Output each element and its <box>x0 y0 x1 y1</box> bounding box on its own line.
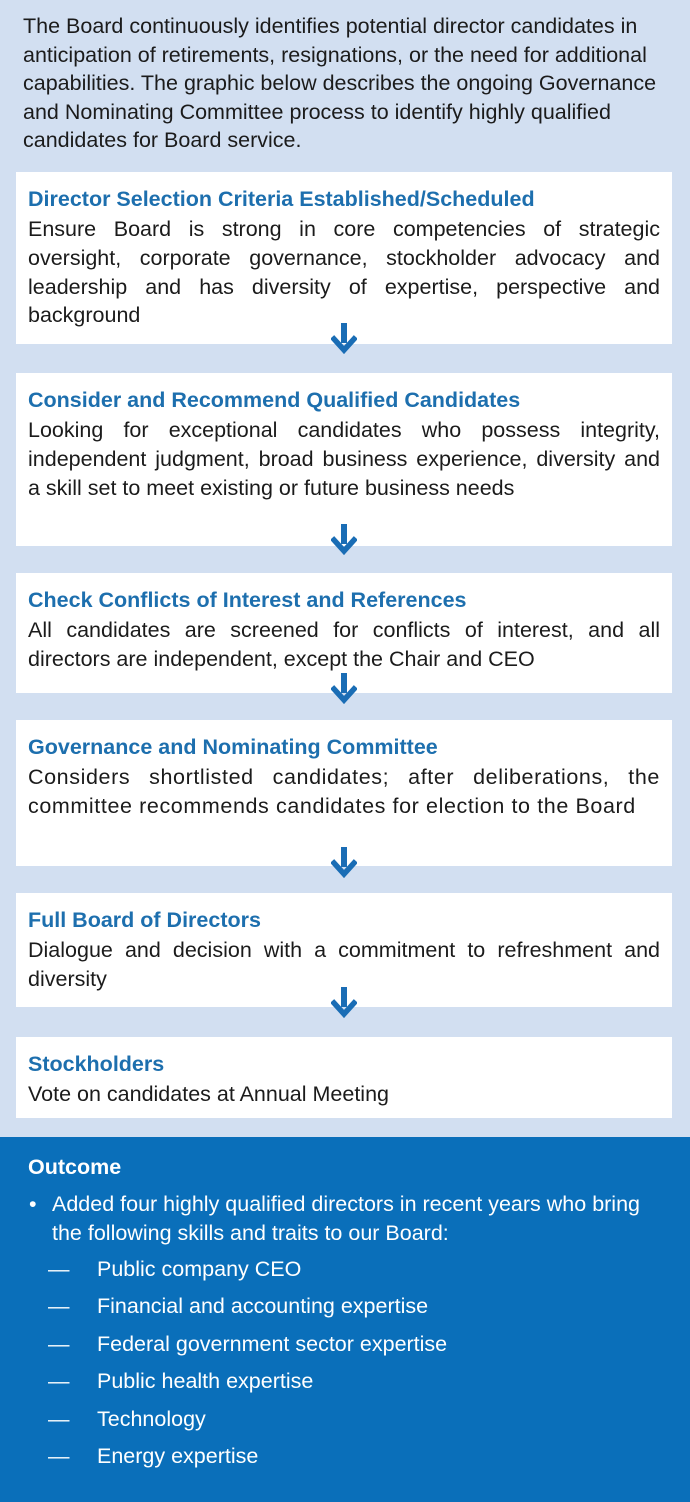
step-description: Vote on candidates at Annual Meeting <box>28 1082 389 1106</box>
skill-label: Federal government sector expertise <box>97 1331 448 1356</box>
step-title: Check Conflicts of Interest and References <box>28 588 467 612</box>
step-recommend-candidates <box>16 373 672 546</box>
skill-label: Energy expertise <box>97 1443 259 1468</box>
skill-label: Public company CEO <box>97 1257 302 1281</box>
step-title: Stockholders <box>28 1052 165 1076</box>
intro-text: The Board continuously identifies potential director candidates in anticipation of retirements, resignations, or the need for additional capabilities. The graphic below describes the ongoing Governance and Nominating Committee process to identify highly qualified candidates for Board service. <box>23 14 657 153</box>
skill-item <box>48 1326 447 1363</box>
arrow-down-icon <box>331 673 357 705</box>
dash-marker: — <box>48 1294 70 1319</box>
bullet-marker: • <box>29 1192 37 1216</box>
step-stockholders <box>16 1037 672 1118</box>
arrow-down-icon <box>331 987 357 1019</box>
skill-item <box>48 1288 447 1325</box>
skill-label: Financial and accounting expertise <box>97 1294 429 1319</box>
step-description: Looking for exceptional candidates who possess integrity, independent judgment, broad business experience, diversity and a skill set to meet existing or future business needs <box>28 418 660 500</box>
step-description: All candidates are screened for conflicts of interest, and all directors are independent, except the Chair and CEO <box>28 618 660 671</box>
arrow-down-icon <box>331 323 357 355</box>
step-description: Considers shortlisted candidates; after deliberations, the committee recommends candidates for election to the Board <box>28 765 660 818</box>
arrow-down-icon <box>331 847 357 879</box>
dash-marker: — <box>48 1406 70 1431</box>
skill-label: Technology <box>97 1406 206 1431</box>
step-selection-criteria <box>16 172 672 344</box>
outcome-bullet <box>29 1190 669 1247</box>
arrow-down-icon <box>331 524 357 556</box>
step-description: Dialogue and decision with a commitment to refreshment and diversity <box>28 938 660 991</box>
outcome-section <box>0 1137 690 1502</box>
skill-item <box>48 1401 447 1438</box>
skills-list <box>48 1251 447 1475</box>
dash-marker: — <box>48 1331 70 1356</box>
dash-marker: — <box>48 1443 70 1468</box>
step-title: Governance and Nominating Committee <box>28 735 438 759</box>
step-title: Director Selection Criteria Established/Scheduled <box>28 187 535 211</box>
outcome-title: Outcome <box>28 1155 122 1179</box>
step-title: Consider and Recommend Qualified Candidates <box>28 388 521 412</box>
skill-item <box>48 1363 447 1400</box>
step-governance-committee <box>16 720 672 866</box>
dash-marker: — <box>48 1257 70 1281</box>
step-description: Ensure Board is strong in core competencies of strategic oversight, corporate governance, stockholder advocacy and leadership and has diversity of expertise, perspective and background <box>28 217 660 328</box>
outcome-bullet-text: Added four highly qualified directors in recent years who bring the following skills and traits to our Board: <box>52 1192 640 1245</box>
dash-marker: — <box>48 1369 70 1394</box>
skill-label: Public health expertise <box>97 1369 314 1394</box>
skill-item <box>48 1251 447 1288</box>
skill-item <box>48 1438 447 1475</box>
step-title: Full Board of Directors <box>28 908 261 932</box>
